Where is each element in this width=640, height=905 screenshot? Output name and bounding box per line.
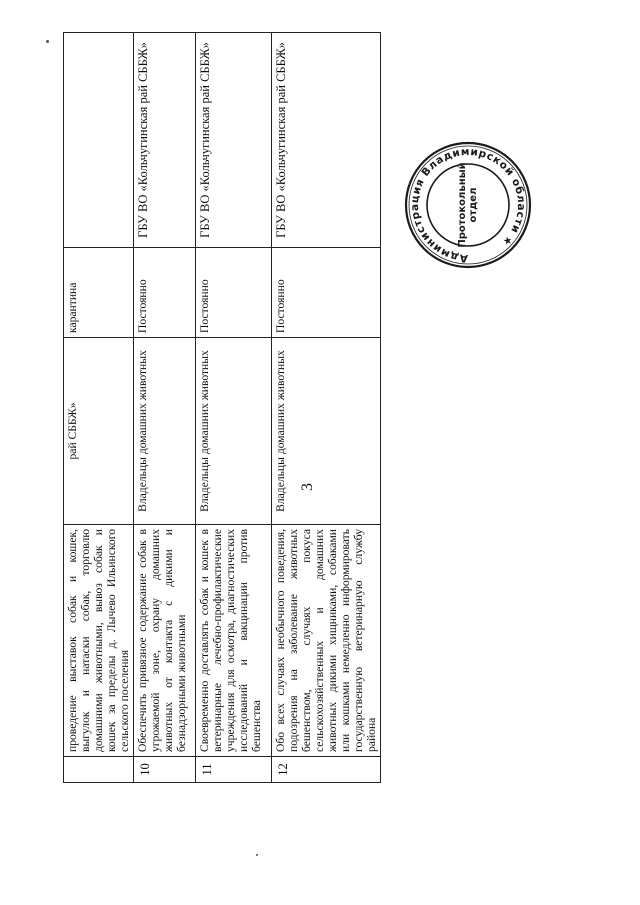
row-description: Своевременно доставлять собак и кошек в ветеринарные лечебно-профилактические учреждения для осмотра, диагностических исследований и вакцинации против бешенства: [195, 525, 271, 757]
page-number: 3: [299, 483, 316, 491]
row-responsible: Владельцы домашних животных: [195, 338, 271, 525]
table-row: [64, 33, 134, 783]
scan-speck: [256, 854, 258, 856]
row-description: проведение выставок собак и кошек, выгулок и натаски собак, торговлю домашними животными, вывоз собак и кошек за пределы д. Лычево Ильинского сельского поселения: [64, 525, 134, 757]
row-description: Обо всех случаях необычного поведения, подозрения на заболевание животных бешенством, случаях покуса сельскохозяйственных и домашних животных дикими хищниками, собаками или кошками немедленно информировать государственную ветеринарную службу района: [271, 525, 380, 757]
row-number: 11: [195, 757, 271, 783]
measures-table: [63, 32, 381, 783]
row-responsible: Владельцы домашних животных: [271, 338, 380, 525]
row-responsible: Владельцы домашних животных: [133, 338, 195, 525]
table-row: [133, 33, 195, 783]
stamp-center-text: [403, 140, 533, 270]
row-term: карантина: [64, 248, 134, 338]
row-number: 12: [271, 757, 380, 783]
scan-speck: [46, 40, 49, 43]
svg-text:Администрация Владимирской обл: Администрация Владимирской области ★: [408, 145, 528, 265]
table-row: [271, 33, 380, 783]
row-term: Постоянно: [195, 248, 271, 338]
row-executor: ГБУ ВО «Кольчугинская рай СББЖ»: [195, 33, 271, 248]
row-term: Постоянно: [271, 248, 380, 338]
stamp-line-2: отдел: [468, 187, 479, 223]
stamp-line-1: Протокольный: [456, 162, 468, 248]
table-row: [195, 33, 271, 783]
row-responsible: рай СББЖ»: [64, 338, 134, 525]
row-executor: ГБУ ВО «Кольчугинская рай СББЖ»: [271, 33, 380, 248]
row-number: [64, 757, 134, 783]
row-term: Постоянно: [133, 248, 195, 338]
document-table-rotated: [63, 33, 378, 783]
official-stamp: [403, 140, 533, 270]
row-description: Обеспечить привязное содержание собак в угрожаемой зоне, охрану домашних животных от контакта с дикими и безнадзорными животными: [133, 525, 195, 757]
row-executor: ГБУ ВО «Кольчугинская рай СББЖ»: [133, 33, 195, 248]
row-executor: [64, 33, 134, 248]
row-number: 10: [133, 757, 195, 783]
